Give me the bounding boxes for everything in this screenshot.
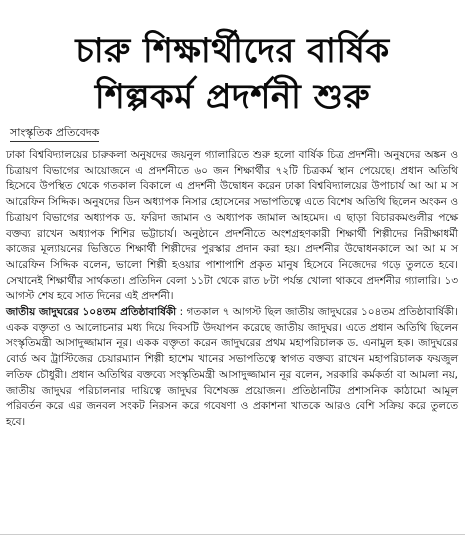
headline-line-2: শিল্পকর্ম প্রদর্শনী শুরু: [94, 77, 371, 117]
bottom-divider: [0, 534, 465, 535]
paragraph-lead-heading: জাতীয় জাদুঘরের ১০৪তম প্রতিষ্ঠাবার্ষিকী: [6, 306, 177, 319]
paragraph-exhibition: ঢাকা বিশ্ববিদ্যালয়ের চারুকলা অনুষদের জয়নুল গ্যালারিতে শুরু হলো বার্ষিক চিত্র প্রদর্শনী। অনুষদের অঙ্কন ও চিত্রায়ণ বিভাগের আয়োজনে এ প্রদর্শনীতে ৬০ জন শিক্ষার্থীর ৭২টি চিত্রকর্ম স্থান পেয়েছে। প্রধান অতিথি হিসেবে উপস্থিত থেকে গতকাল বিকালে এ প্রদর্শনী উদ্বোধন করেন ঢাকা বিশ্ববিদ্যালয়ের উপাচার্য আ আ ম স আরেফিন সিদ্দিক। অনুষদের ডিন অধ্যাপক নিসার হোসেনের সভাপতিত্বে এতে বিশেষ অতিথি ছিলেন অংকন ও চিত্রায়ণ বিভাগের অধ্যাপক ড. ফরিদা জামান ও অধ্যাপক জামাল আহমেদ। এ ছাড়া বিচারকমণ্ডলীর পক্ষে বক্তব্য রাখেন অধ্যাপক শিশির ভট্টাচার্য। অনুষ্ঠানে প্রদর্শনীতে অংশগ্রহণকারী শিক্ষার্থী শিল্পীদের নিরীক্ষাধর্মী কাজের মূল্যায়নের ভিত্তিতে শিক্ষার্থী শিল্পীদের পুরস্কার প্রদান করা হয়। প্রদর্শনীর উদ্বোধনকালে আ আ ম স আরেফিন সিদ্দিক বলেন, ভালো শিল্পী হওয়ার পাশাপাশি প্রকৃত মানুষ হিসেবে নিজেদের গড়ে তুলতে হবে। সেখানেই শিক্ষার্থীর সার্থকতা। প্রতিদিন বেলা ১১টা থেকে রাত ৮টা পর্যন্ত খোলা থাকবে প্রদর্শনীর গ্যালারি। ১৩ আগস্ট শেষ হবে সাত দিনের এই প্রদর্শনী।: [6, 149, 458, 303]
paragraph-museum-text: : গতকাল ৭ আগস্ট ছিল জাতীয় জাদুঘরের ১০৪তম প্রতিষ্ঠাবার্ষিকী। একক বক্তৃতা ও আলোচনার মধ্য দিয়ে দিবসটি উদযাপন করেছে জাতীয় জাদুঘর। এতে প্রধান অতিথি ছিলেন সংস্কৃতিমন্ত্রী আসাদুজ্জামান নূর। একক বক্তৃতা করেন জাদুঘরের প্রথম মহাপরিচালক ড. এনামুল হক। জাদুঘরের বোর্ড অব ট্রাস্টিজের চেয়ারম্যান শিল্পী হাশেম খানের সভাপতিত্বে স্বাগত বক্তব্য রাখেন মহাপরিচালক ফয়জুল লতিফ চৌধুরী। প্রধান অতিথির বক্তব্যে সংস্কৃতিমন্ত্রী আসাদুজ্জামান নূর বলেন, সরকারি কর্মকর্তা বা আমলা নয়, জাতীয় জাদুঘর পরিচালনার দায়িত্বে জাদুঘর বিশেষজ্ঞ প্রয়োজন। প্রতিষ্ঠানটির প্রশাসনিক কাঠামো আমূল পরিবর্তন করে এর জনবল সংকট নিরসন করে গবেষণা ও প্রকাশনা খাতকে আরও বেশি সক্রিয় করে তুলতে হবে।: [6, 306, 458, 428]
article-body: [6, 148, 458, 431]
paragraph-museum: [6, 305, 458, 431]
headline-line-1: চারু শিক্ষার্থীদের বার্ষিক: [75, 31, 390, 71]
byline: সাংস্কৃতিক প্রতিবেদক: [10, 126, 99, 142]
headline: [0, 28, 465, 120]
